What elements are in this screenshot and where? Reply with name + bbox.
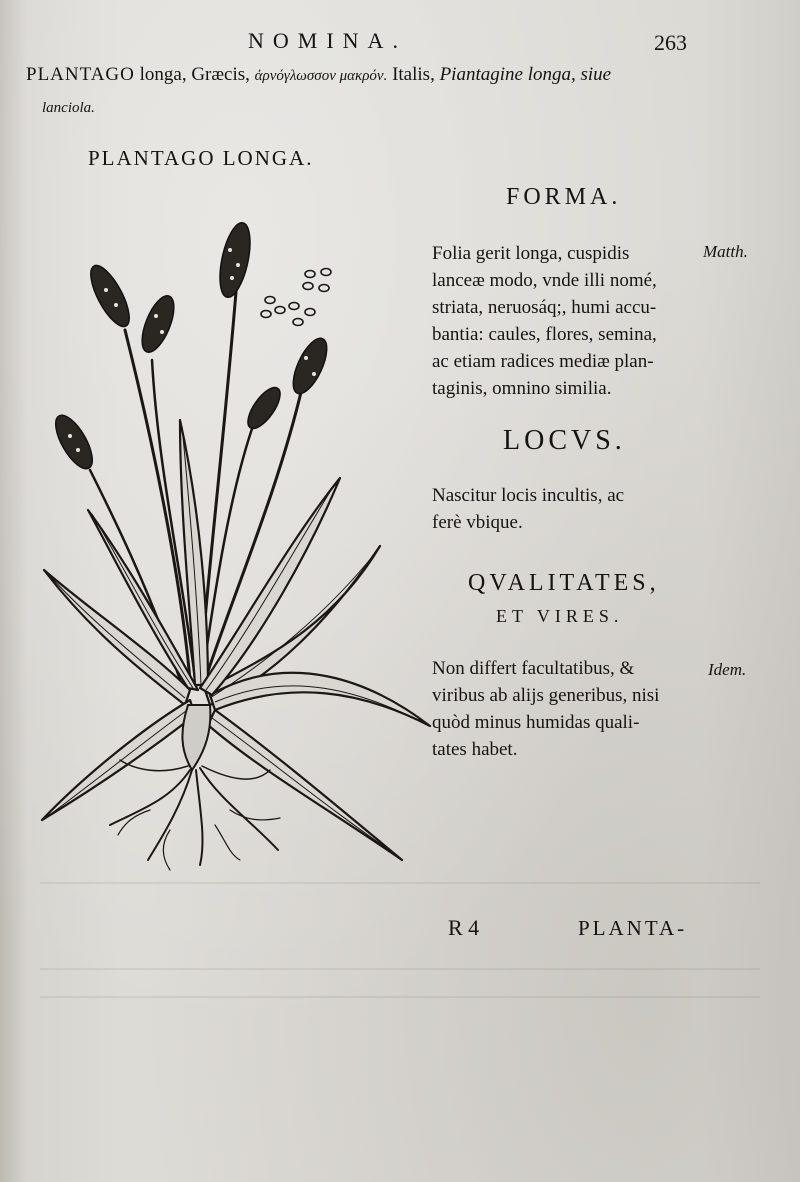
text-line: ferè vbique. <box>432 512 523 533</box>
text-line: viribus ab alijs generibus, nisi <box>432 685 660 706</box>
names-lead: PLANTAGO <box>26 64 135 85</box>
text-line: bantia: caules, flores, semina, <box>432 324 657 345</box>
text-line: tates habet. <box>432 739 518 760</box>
locus-text-block <box>432 482 624 536</box>
signature-mark: R 4 <box>448 915 480 940</box>
text-line: taginis, omnino similia. <box>432 378 612 399</box>
section-heading-forma: FORMA. <box>506 184 622 210</box>
flower-spike <box>83 260 136 331</box>
text-line: quòd minus humidas quali- <box>432 712 640 733</box>
flower-spike <box>286 334 333 399</box>
roots <box>110 705 280 870</box>
names-greek-label: longa, Græcis, <box>134 64 255 85</box>
text-line: Non differt facultatibus, & <box>432 658 635 679</box>
section-heading-qualitates: QVALITATES, <box>468 570 660 596</box>
text-line: ac etiam radices mediæ plan- <box>432 351 654 372</box>
show-through-line <box>40 968 760 970</box>
flower-spike <box>214 220 255 300</box>
names-line <box>26 64 611 86</box>
running-head: NOMINA. <box>248 28 407 53</box>
plant-title: PLANTAGO LONGA. <box>88 146 314 170</box>
greek-name: ἀρνόγλωσσον μακρόν. <box>254 68 388 84</box>
section-subheading-vires: ET VIRES. <box>496 606 624 626</box>
section-heading-locus: LOCVS. <box>503 425 626 456</box>
show-through-line <box>40 996 760 998</box>
text-line: Nascitur locis incultis, ac <box>432 485 625 506</box>
flower-spike <box>49 410 100 474</box>
text-line: Folia gerit longa, cuspidis <box>432 243 630 264</box>
leaf <box>210 673 430 726</box>
leaf <box>208 710 402 860</box>
text-line: striata, neruosáq;, humi accu- <box>432 297 657 318</box>
names-italian-label: Italis, <box>387 64 440 85</box>
margin-note-idem: Idem. <box>708 660 747 679</box>
catchword: PLANTA- <box>578 916 688 940</box>
root-crown <box>182 705 210 770</box>
leaf <box>180 420 208 685</box>
names-line-continued: lanciola. <box>42 100 95 116</box>
text-line: lanceæ modo, vnde illi nomé, <box>432 270 657 291</box>
seed-cluster <box>261 269 331 326</box>
page-number: 263 <box>654 30 687 55</box>
plantain-woodcut-illustration <box>30 210 440 880</box>
show-through-line <box>40 882 760 884</box>
flower-spike <box>136 292 181 357</box>
italian-name: Piantagine longa, siue <box>439 64 612 85</box>
leaf <box>42 700 195 820</box>
qualitates-text-block <box>432 655 659 763</box>
flower-spike <box>242 383 286 434</box>
margin-note-matth: Matth. <box>703 242 748 261</box>
forma-text-block <box>432 240 657 402</box>
